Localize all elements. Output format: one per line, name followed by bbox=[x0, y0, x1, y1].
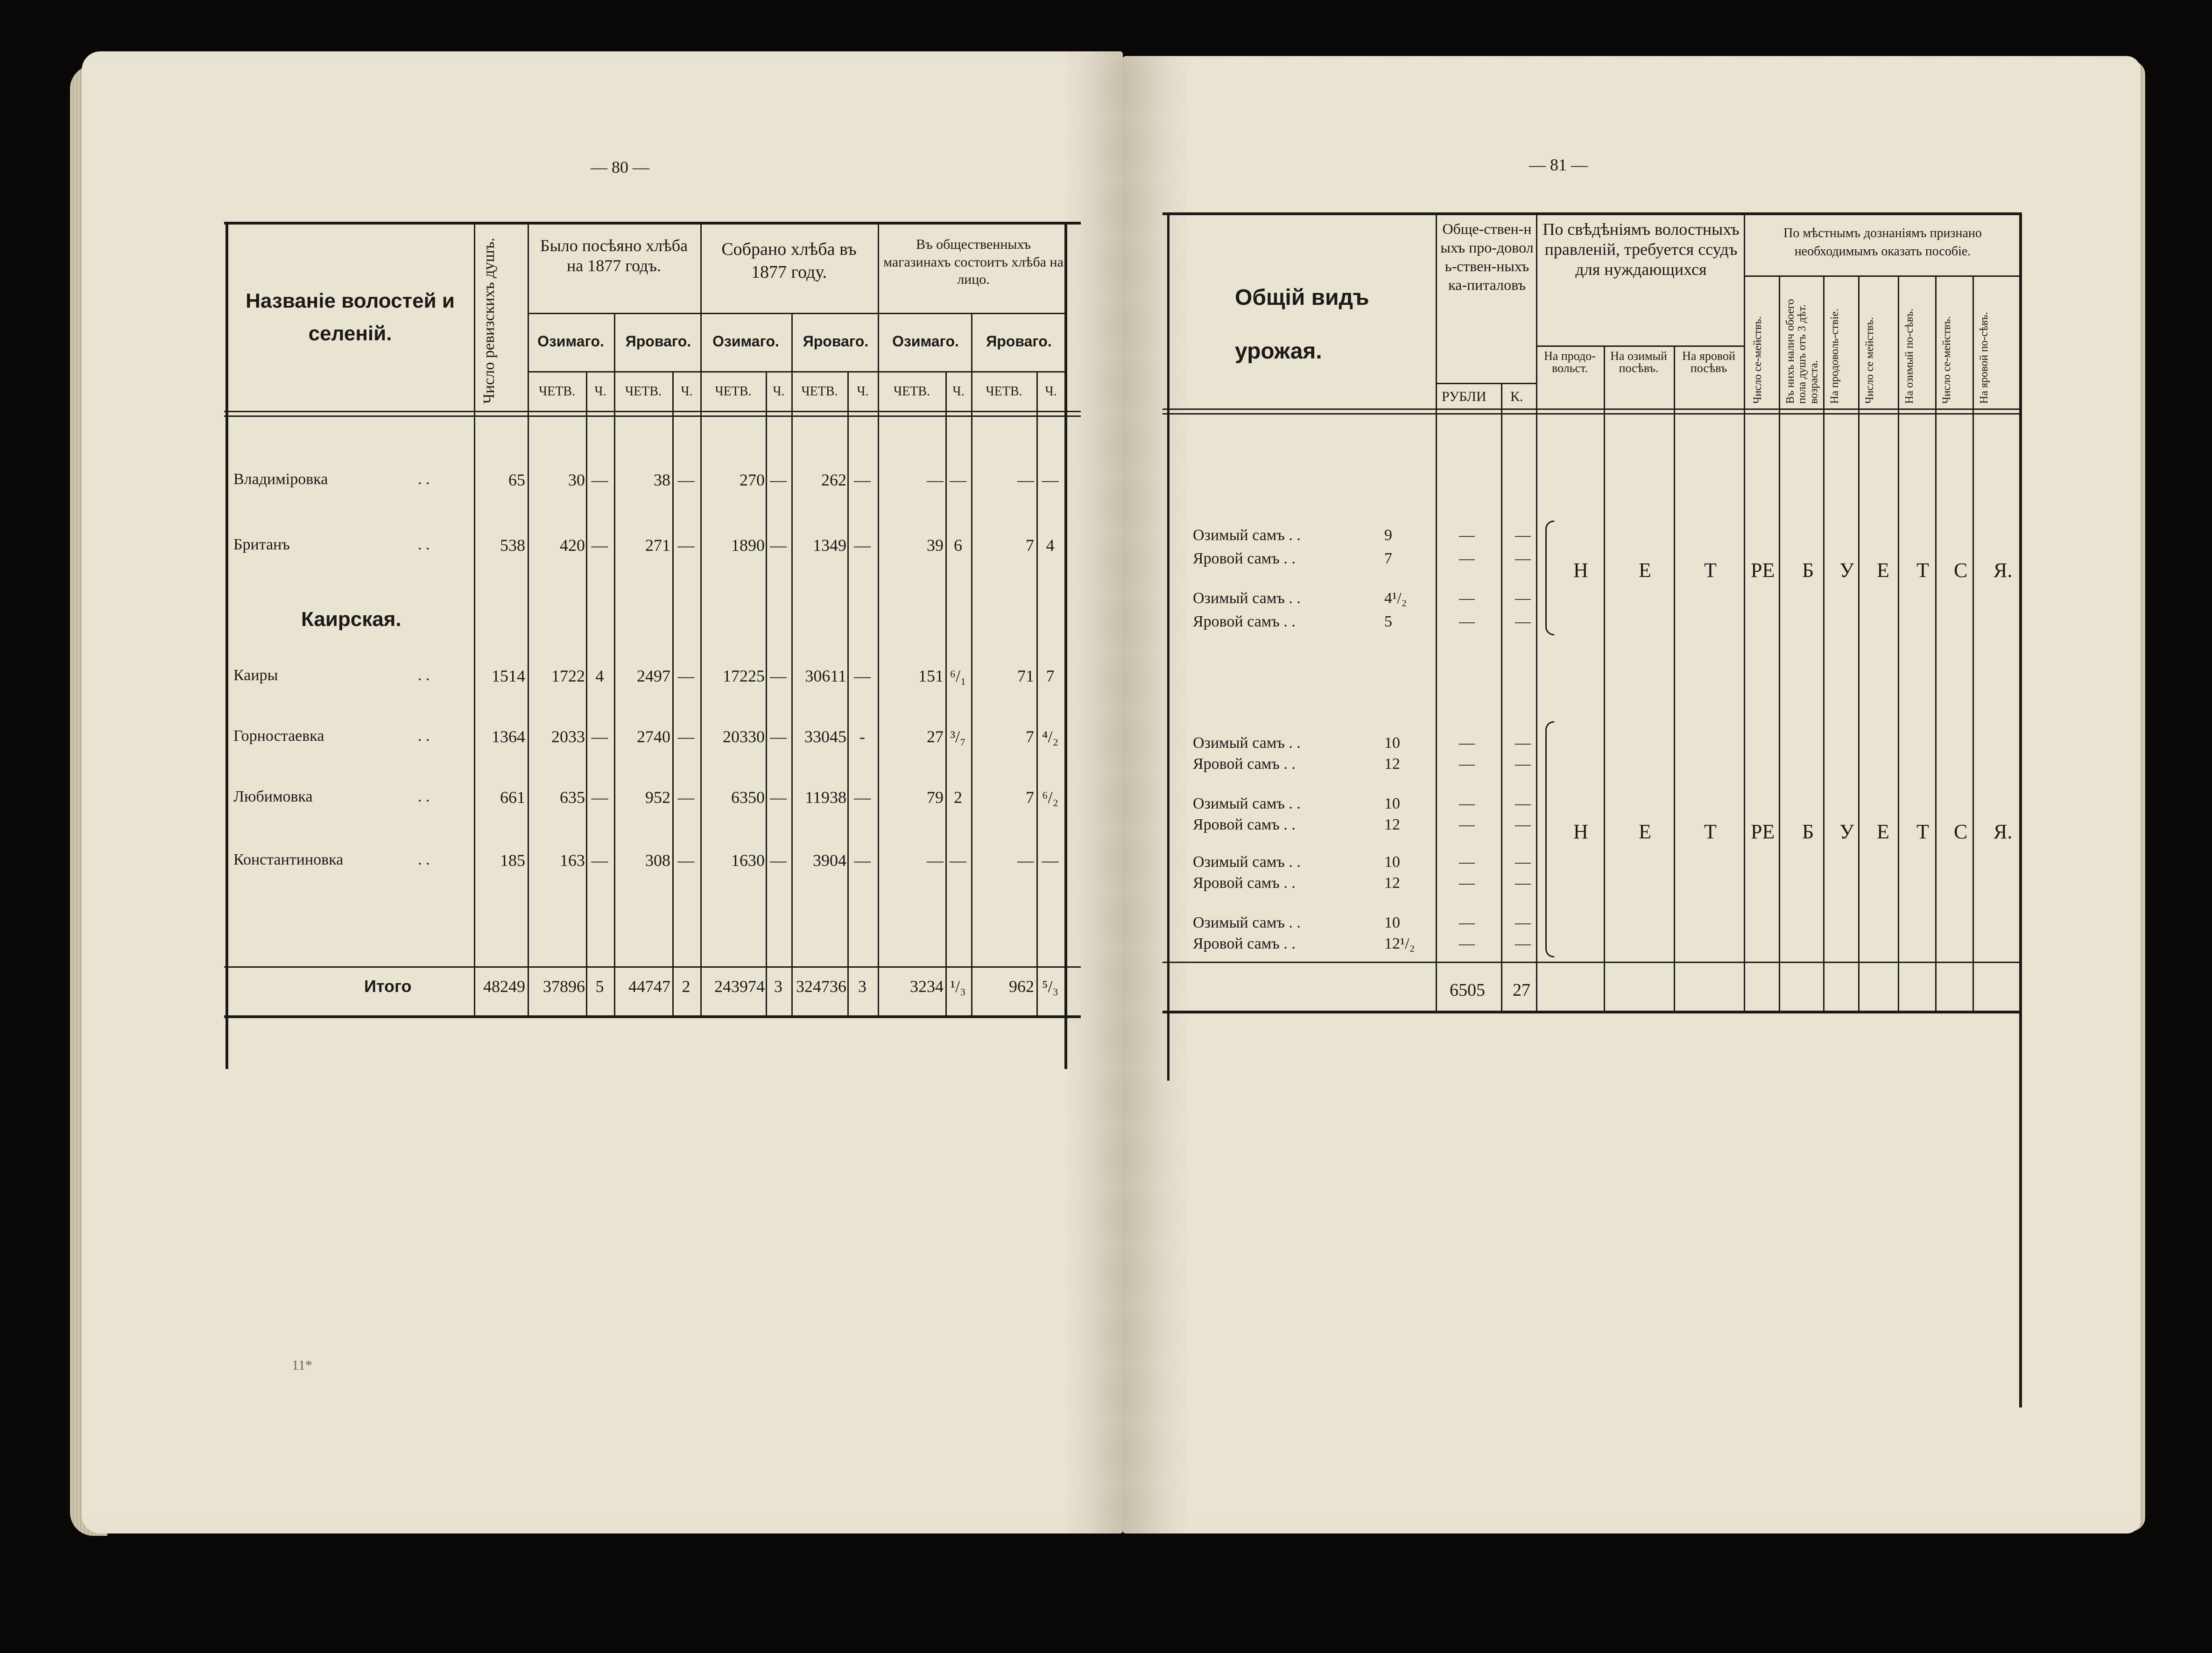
harvest-label: Яровой самъ . . bbox=[1193, 874, 1296, 892]
cell-cs_c: — bbox=[854, 471, 871, 489]
row-name: Константиновка bbox=[233, 851, 344, 868]
cell-souls: 538 bbox=[500, 536, 525, 555]
trebuetsya-letter: Я. bbox=[1994, 559, 2013, 582]
trebuetsya-letter: У bbox=[1839, 820, 1854, 843]
header-winter-sown: Озимаго. bbox=[537, 333, 604, 350]
total-ss_c: 2 bbox=[682, 977, 690, 996]
cell-ms: — bbox=[1017, 471, 1034, 489]
total-rub: 6505 bbox=[1450, 980, 1485, 1000]
leader-dots: . . bbox=[418, 851, 430, 868]
cell-sw: 2033 bbox=[551, 727, 585, 746]
header-stores: Въ общественныхъ магазинахъ состоитъ хлѣба на лицо. bbox=[883, 237, 1064, 287]
cell-cw: 270 bbox=[740, 471, 765, 489]
harvest-value: 10 bbox=[1384, 853, 1400, 871]
cell-mw_c: 6 bbox=[954, 536, 962, 555]
cell-cs_c: - bbox=[859, 727, 865, 746]
row-name: Британъ bbox=[233, 536, 290, 553]
leader-dots: . . bbox=[418, 471, 430, 488]
page-number: — 80 — bbox=[591, 158, 649, 176]
header-rub: РУБЛИ bbox=[1442, 389, 1486, 404]
cell-ss_c: — bbox=[677, 851, 695, 870]
header-view: Общій видъ урожая. bbox=[1235, 285, 1369, 364]
cell-souls: 185 bbox=[500, 851, 525, 870]
harvest-value: 7 bbox=[1384, 550, 1392, 567]
cell-mw_c: ³/₇ bbox=[950, 727, 966, 746]
cell-ms_c: — bbox=[1042, 471, 1059, 489]
header-kop: К. bbox=[1510, 389, 1523, 404]
cell-ms_c: 4 bbox=[1046, 536, 1055, 555]
total-ms: 962 bbox=[1009, 977, 1034, 996]
header-capital: Обще-ствен-ныхъ про-доволь-ствен-ныхъ ка-питаловъ bbox=[1440, 220, 1534, 293]
sub-ch: Ч. bbox=[1045, 384, 1057, 399]
subheader-local: На озимый по-сѣвъ. bbox=[1903, 308, 1916, 404]
cell-cw: 1630 bbox=[731, 851, 765, 870]
sub-chetv: ЧЕТВ. bbox=[625, 384, 662, 399]
row-name: Горностаевка bbox=[233, 727, 324, 745]
cell-cw_c: — bbox=[770, 727, 787, 746]
cell-cs_c: — bbox=[854, 851, 871, 870]
harvest-value: 12 bbox=[1384, 755, 1400, 773]
cell-souls: 1364 bbox=[492, 727, 525, 746]
harvest-label: Яровой самъ . . bbox=[1193, 550, 1296, 567]
cell-dash: — bbox=[1459, 816, 1475, 833]
cell-dash: — bbox=[1459, 874, 1475, 892]
total-souls: 48249 bbox=[483, 977, 525, 996]
sub-ch: Ч. bbox=[594, 384, 606, 399]
cell-ss: 2740 bbox=[637, 727, 670, 746]
row-name: Владиміровка bbox=[233, 471, 328, 488]
cell-sw: 30 bbox=[568, 471, 585, 489]
cell-ss: 38 bbox=[654, 471, 670, 489]
cell-cs: 1349 bbox=[813, 536, 846, 555]
cell-souls: 65 bbox=[508, 471, 525, 489]
cell-cs: 33045 bbox=[804, 727, 846, 746]
cell-dash: — bbox=[1515, 590, 1531, 607]
cell-mw: — bbox=[927, 471, 944, 489]
total-ss: 44747 bbox=[628, 977, 670, 996]
header-spring-sow: На яровой посѣвъ bbox=[1682, 349, 1735, 375]
cell-cw_c: — bbox=[770, 536, 787, 555]
trebuetsya-letter: С bbox=[1954, 820, 1968, 843]
cell-ms_c: ⁶/₂ bbox=[1042, 788, 1059, 807]
harvest-label: Озимый самъ . . bbox=[1193, 527, 1301, 544]
cell-sw_c: — bbox=[591, 851, 608, 870]
cell-cs: 262 bbox=[821, 471, 846, 489]
cell-ss_c: — bbox=[677, 727, 695, 746]
sub-chetv: ЧЕТВ. bbox=[538, 384, 576, 399]
cell-souls: 661 bbox=[500, 788, 525, 807]
net-letter: Е bbox=[1639, 820, 1651, 843]
total-kop: 27 bbox=[1513, 980, 1530, 1000]
harvest-value: 5 bbox=[1384, 613, 1392, 630]
total-sw_c: 5 bbox=[595, 977, 604, 996]
cell-dash: — bbox=[1515, 853, 1531, 871]
header-name: Названіе волостей и селеній. bbox=[246, 289, 455, 345]
trebuetsya-letter: Б bbox=[1802, 559, 1814, 582]
cell-dash: — bbox=[1459, 935, 1475, 952]
harvest-value: 12 bbox=[1384, 816, 1400, 833]
header-food: На продо-вольст. bbox=[1544, 349, 1596, 375]
brace-2 bbox=[1545, 721, 1554, 957]
cell-cs_c: — bbox=[854, 667, 871, 685]
cell-sw_c: — bbox=[591, 788, 608, 807]
cell-ss_c: — bbox=[677, 788, 695, 807]
cell-dash: — bbox=[1515, 816, 1531, 833]
cell-mw: 27 bbox=[927, 727, 944, 746]
net-letter: Н bbox=[1573, 559, 1588, 582]
trebuetsya-letter: С bbox=[1954, 559, 1968, 582]
cell-cw: 6350 bbox=[731, 788, 765, 807]
total-mw: 3234 bbox=[910, 977, 944, 996]
harvest-value: 12¹/₂ bbox=[1384, 935, 1415, 952]
cell-mw_c: — bbox=[950, 471, 966, 489]
sub-ch: Ч. bbox=[952, 384, 965, 399]
subheader-local: Число се мействъ. bbox=[1864, 317, 1876, 404]
header-winter-sow: На озимый посѣвъ. bbox=[1610, 349, 1667, 375]
sub-ch: Ч. bbox=[857, 384, 869, 399]
sub-chetv: ЧЕТВ. bbox=[801, 384, 838, 399]
cell-sw_c: — bbox=[591, 727, 608, 746]
cell-ms_c: ⁴/₂ bbox=[1042, 727, 1059, 746]
harvest-value: 10 bbox=[1384, 734, 1400, 752]
cell-ss: 2497 bbox=[637, 667, 670, 685]
cell-dash: — bbox=[1459, 590, 1475, 607]
trebuetsya-letter: Е bbox=[1877, 820, 1889, 843]
harvest-value: 9 bbox=[1384, 527, 1392, 544]
cell-ss_c: — bbox=[677, 471, 695, 489]
total-cs: 324736 bbox=[796, 977, 846, 996]
subheader-local: На продоволь-ствіе. bbox=[1829, 309, 1841, 404]
cell-cw_c: — bbox=[770, 471, 787, 489]
cell-dash: — bbox=[1459, 755, 1475, 773]
harvest-label: Яровой самъ . . bbox=[1193, 755, 1296, 773]
sub-ch: Ч. bbox=[773, 384, 785, 399]
subheader-local: На яровой по-сѣвъ. bbox=[1978, 312, 1990, 404]
cell-mw_c: — bbox=[950, 851, 966, 870]
cell-ms: — bbox=[1017, 851, 1034, 870]
cell-dash: — bbox=[1459, 914, 1475, 931]
header-collected: Собрано хлѣба въ 1877 году. bbox=[721, 239, 857, 282]
header-spring-sown: Яроваго. bbox=[625, 333, 691, 350]
cell-cw_c: — bbox=[770, 851, 787, 870]
net-letter: Н bbox=[1573, 820, 1588, 843]
cell-cs_c: — bbox=[854, 788, 871, 807]
cell-sw_c: — bbox=[591, 536, 608, 555]
cell-sw_c: — bbox=[591, 471, 608, 489]
net-letter: Т bbox=[1704, 820, 1717, 843]
cell-ss: 308 bbox=[645, 851, 670, 870]
cell-mw: 151 bbox=[918, 667, 944, 685]
harvest-label: Озимый самъ . . bbox=[1193, 734, 1301, 752]
harvest-label: Озимый самъ . . bbox=[1193, 914, 1301, 931]
cell-dash: — bbox=[1515, 613, 1531, 630]
cell-dash: — bbox=[1459, 613, 1475, 630]
sub-chetv: ЧЕТВ. bbox=[893, 384, 930, 399]
cell-sw: 1722 bbox=[551, 667, 585, 685]
cell-cw: 17225 bbox=[723, 667, 765, 685]
trebuetsya-letter: Я. bbox=[1994, 820, 2013, 843]
subheader-local: Число се-мействъ. bbox=[1752, 316, 1764, 404]
sub-ch: Ч. bbox=[681, 384, 693, 399]
cell-ss_c: — bbox=[677, 536, 695, 555]
header-spring-mag: Яроваго. bbox=[986, 333, 1052, 350]
cell-ss: 271 bbox=[645, 536, 670, 555]
cell-dash: — bbox=[1515, 914, 1531, 931]
harvest-label: Озимый самъ . . bbox=[1193, 853, 1301, 871]
header-winter-mag: Озимаго. bbox=[892, 333, 959, 350]
header-sown: Было посѣяно хлѣба на 1877 годъ. bbox=[540, 236, 688, 275]
cell-mw_c: ⁶/₁ bbox=[950, 667, 966, 685]
sub-chetv: ЧЕТВ. bbox=[715, 384, 752, 399]
subheader-local: Число се-мействъ. bbox=[1941, 316, 1953, 404]
cell-cs: 11938 bbox=[805, 788, 846, 807]
cell-dash: — bbox=[1515, 734, 1531, 752]
trebuetsya-letter: Е bbox=[1877, 559, 1889, 582]
total-label: Итого bbox=[364, 977, 412, 996]
total-cw: 243974 bbox=[714, 977, 765, 996]
cell-sw: 420 bbox=[560, 536, 585, 555]
trebuetsya-letter: Т bbox=[1916, 559, 1929, 582]
header-volost: По свѣдѣніямъ волостныхъ правленій, требуется ссудъ для нуждающихся bbox=[1543, 220, 1740, 279]
cell-cw: 20330 bbox=[723, 727, 765, 746]
cell-cs: 30611 bbox=[805, 667, 846, 685]
cell-ms: 7 bbox=[1026, 727, 1034, 746]
page-number: — 81 — bbox=[1529, 155, 1588, 174]
cell-mw: — bbox=[927, 851, 944, 870]
total-ms_c: ⁵/₃ bbox=[1042, 977, 1059, 996]
cell-cw_c: — bbox=[770, 667, 787, 685]
cell-sw: 163 bbox=[560, 851, 585, 870]
trebuetsya-letter: РЕ bbox=[1751, 820, 1775, 843]
sub-chetv: ЧЕТВ. bbox=[986, 384, 1022, 399]
cell-cw_c: — bbox=[770, 788, 787, 807]
cell-dash: — bbox=[1515, 874, 1531, 892]
cell-sw: 635 bbox=[560, 788, 585, 807]
trebuetsya-letter: Т bbox=[1916, 820, 1929, 843]
right-page bbox=[1123, 56, 2141, 1533]
cell-dash: — bbox=[1459, 527, 1475, 544]
cell-dash: — bbox=[1459, 795, 1475, 812]
cell-dash: — bbox=[1515, 527, 1531, 544]
cell-dash: — bbox=[1515, 935, 1531, 952]
group-heading: Каирская. bbox=[301, 608, 402, 631]
harvest-value: 4¹/₂ bbox=[1384, 590, 1407, 607]
header-souls: Число ревизскихъ душъ. bbox=[480, 238, 498, 404]
trebuetsya-letter: У bbox=[1839, 559, 1854, 582]
cell-ms_c: 7 bbox=[1046, 667, 1055, 685]
header-local: По мѣстнымъ дознаніямъ признано необходимымъ оказать пособіе. bbox=[1783, 226, 1982, 259]
total-cs_c: 3 bbox=[858, 977, 866, 996]
cell-ss: 952 bbox=[645, 788, 670, 807]
cell-dash: — bbox=[1515, 550, 1531, 567]
total-mw_c: ¹/₃ bbox=[950, 977, 966, 996]
header-spring-col: Яроваго. bbox=[803, 333, 869, 350]
leader-dots: . . bbox=[418, 788, 430, 805]
cell-sw_c: 4 bbox=[595, 667, 604, 685]
harvest-value: 12 bbox=[1384, 874, 1400, 892]
harvest-value: 10 bbox=[1384, 795, 1400, 812]
cell-cw: 1890 bbox=[731, 536, 765, 555]
cell-mw_c: 2 bbox=[954, 788, 962, 807]
brace-1 bbox=[1545, 521, 1554, 635]
harvest-value: 10 bbox=[1384, 914, 1400, 931]
row-name: Каиры bbox=[233, 667, 278, 684]
trebuetsya-letter: Б bbox=[1802, 820, 1814, 843]
cell-mw: 39 bbox=[927, 536, 944, 555]
cell-ss_c: — bbox=[677, 667, 695, 685]
cell-dash: — bbox=[1459, 853, 1475, 871]
cell-cs: 3904 bbox=[813, 851, 846, 870]
harvest-label: Яровой самъ . . bbox=[1193, 816, 1296, 833]
header-winter-col: Озимаго. bbox=[712, 333, 779, 350]
net-letter: Е bbox=[1639, 559, 1651, 582]
cell-dash: — bbox=[1459, 734, 1475, 752]
cell-dash: — bbox=[1515, 795, 1531, 812]
footnote: 11* bbox=[292, 1358, 312, 1373]
cell-mw: 79 bbox=[927, 788, 944, 807]
harvest-label: Яровой самъ . . bbox=[1193, 613, 1296, 630]
cell-ms_c: — bbox=[1042, 851, 1059, 870]
harvest-label: Озимый самъ . . bbox=[1193, 795, 1301, 812]
cell-cs_c: — bbox=[854, 536, 871, 555]
left-page bbox=[82, 51, 1123, 1533]
cell-dash: — bbox=[1459, 550, 1475, 567]
harvest-label: Озимый самъ . . bbox=[1193, 590, 1301, 607]
row-name: Любимовка bbox=[233, 788, 313, 805]
net-letter: Т bbox=[1704, 559, 1717, 582]
cell-ms: 71 bbox=[1017, 667, 1034, 685]
cell-ms: 7 bbox=[1026, 788, 1034, 807]
total-sw: 37896 bbox=[543, 977, 585, 996]
cell-dash: — bbox=[1515, 755, 1531, 773]
leader-dots: . . bbox=[418, 727, 430, 745]
total-cw_c: 3 bbox=[774, 977, 782, 996]
cell-ms: 7 bbox=[1026, 536, 1034, 555]
trebuetsya-letter: РЕ bbox=[1751, 559, 1775, 582]
cell-souls: 1514 bbox=[492, 667, 525, 685]
harvest-label: Яровой самъ . . bbox=[1193, 935, 1296, 952]
leader-dots: . . bbox=[418, 536, 430, 553]
leader-dots: . . bbox=[418, 667, 430, 684]
subheader-local: Въ нихъ налич обоего пола душъ отъ 3 дѣт. возраста. bbox=[1784, 299, 1820, 404]
